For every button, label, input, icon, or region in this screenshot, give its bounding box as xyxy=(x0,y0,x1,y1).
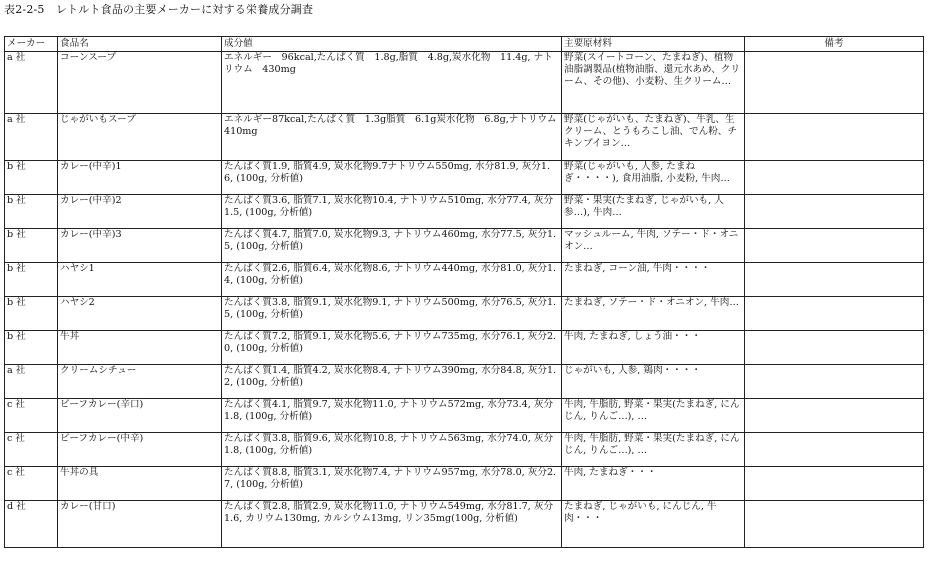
cell-maker: a 社 xyxy=(5,52,58,114)
cell-composition: たんぱく質8.8, 脂質3.1, 炭水化物7.4, ナトリウム957mg, 水分78.0, 灰分2.7, (100g, 分析値) xyxy=(222,467,562,501)
cell-materials: マッシュルーム, 牛肉, ソテー・ド・オニオン… xyxy=(562,229,745,263)
cell-composition: たんぱく質3.6, 脂質7.1, 炭水化物10.4, ナトリウム510mg, 水分77.4, 灰分1.5, (100g, 分析値) xyxy=(222,195,562,229)
cell-maker: b 社 xyxy=(5,161,58,195)
cell-maker: b 社 xyxy=(5,331,58,365)
cell-maker: c 社 xyxy=(5,467,58,501)
header-remarks: 備考 xyxy=(745,37,924,52)
cell-composition: たんぱく質4.1, 脂質9.7, 炭水化物11.0, ナトリウム572mg, 水分73.4, 灰分1.8, (100g, 分析値) xyxy=(222,399,562,433)
cell-food-name: ハヤシ2 xyxy=(58,297,222,331)
header-composition: 成分値 xyxy=(222,37,562,52)
cell-composition: エネルギー 96kcal,たんぱく質 1.8g,脂質 4.8g,炭水化物 11.4g, ナトリウム 430mg xyxy=(222,52,562,114)
cell-remarks xyxy=(745,263,924,297)
cell-remarks xyxy=(745,297,924,331)
cell-maker: b 社 xyxy=(5,263,58,297)
cell-food-name: ハヤシ1 xyxy=(58,263,222,297)
cell-remarks xyxy=(745,195,924,229)
header-materials: 主要原材料 xyxy=(562,37,745,52)
cell-maker: b 社 xyxy=(5,297,58,331)
cell-food-name: クリームシチュー xyxy=(58,365,222,399)
table-row xyxy=(5,114,924,161)
table-row xyxy=(5,433,924,467)
table-row xyxy=(5,365,924,399)
cell-food-name: カレー(中辛)3 xyxy=(58,229,222,263)
cell-food-name: ビーフカレー(中辛) xyxy=(58,433,222,467)
cell-food-name: ビーフカレー(辛口) xyxy=(58,399,222,433)
cell-materials: たまねぎ, コーン油, 牛肉・・・・ xyxy=(562,263,745,297)
cell-composition: たんぱく質2.8, 脂質2.9, 炭水化物11.0, ナトリウム549mg, 水分81.7, 灰分1.6, カリウム130mg, カルシウム13mg, リン35mg(100g, 分析値) xyxy=(222,501,562,548)
nutrition-table xyxy=(4,36,924,548)
cell-materials: 野菜(スイートコーン、たまねぎ)、植物油脂調製品(植物油脂、還元水あめ、クリーム、その他)、小麦粉、生クリーム… xyxy=(562,52,745,114)
table-caption: 表2-2-5 レトルト食品の主要メーカーに対する栄養成分調査 xyxy=(4,3,314,16)
cell-maker: a 社 xyxy=(5,365,58,399)
cell-remarks xyxy=(745,331,924,365)
cell-materials: 野菜(じゃがいも、たまねぎ)、牛乳、生クリーム、とうもろこし油、でん粉、チキンブイヨン… xyxy=(562,114,745,161)
cell-composition: たんぱく質4.7, 脂質7.0, 炭水化物9.3, ナトリウム460mg, 水分77.5, 灰分1.5, (100g, 分析値) xyxy=(222,229,562,263)
cell-remarks xyxy=(745,433,924,467)
table-row xyxy=(5,52,924,114)
cell-food-name: カレー(中辛)2 xyxy=(58,195,222,229)
table-row xyxy=(5,501,924,548)
cell-composition: たんぱく質3.8, 脂質9.1, 炭水化物9.1, ナトリウム500mg, 水分76.5, 灰分1.5, (100g, 分析値) xyxy=(222,297,562,331)
cell-composition: たんぱく質1.9, 脂質4.9, 炭水化物9.7ナトリウム550mg, 水分81.9, 灰分1.6, (100g, 分析値) xyxy=(222,161,562,195)
cell-maker: c 社 xyxy=(5,433,58,467)
cell-maker: d 社 xyxy=(5,501,58,548)
cell-food-name: 牛丼の具 xyxy=(58,467,222,501)
cell-materials: 牛肉, たまねぎ・・・ xyxy=(562,467,745,501)
header-maker: メーカー xyxy=(5,37,58,52)
cell-materials: 牛肉, たまねぎ, しょう油・・・ xyxy=(562,331,745,365)
cell-remarks xyxy=(745,114,924,161)
cell-composition: エネルギー87kcal,たんぱく質 1.3g脂質 6.1g炭水化物 6.8g,ナトリウム 410mg xyxy=(222,114,562,161)
cell-remarks xyxy=(745,161,924,195)
header-row xyxy=(5,37,924,52)
cell-composition: たんぱく質1.4, 脂質4.2, 炭水化物8.4, ナトリウム390mg, 水分84.8, 灰分1.2, (100g, 分析値) xyxy=(222,365,562,399)
cell-composition: たんぱく質2.6, 脂質6.4, 炭水化物8.6, ナトリウム440mg, 水分81.0, 灰分1.4, (100g, 分析値) xyxy=(222,263,562,297)
cell-materials: 牛肉, 牛脂肪, 野菜・果実(たまねぎ, にんじん, りんご…), … xyxy=(562,399,745,433)
table-row xyxy=(5,161,924,195)
table-row xyxy=(5,195,924,229)
cell-maker: a 社 xyxy=(5,114,58,161)
cell-maker: c 社 xyxy=(5,399,58,433)
cell-maker: b 社 xyxy=(5,229,58,263)
table-row xyxy=(5,263,924,297)
cell-food-name: カレー(甘口) xyxy=(58,501,222,548)
cell-remarks xyxy=(745,365,924,399)
cell-remarks xyxy=(745,52,924,114)
header-food-name: 食品名 xyxy=(58,37,222,52)
cell-materials: 野菜・果実(たまねぎ, じゃがいも, 人参…), 牛肉… xyxy=(562,195,745,229)
cell-materials: たまねぎ, じゃがいも, にんじん, 牛肉・・・ xyxy=(562,501,745,548)
table-row xyxy=(5,229,924,263)
table-row xyxy=(5,467,924,501)
cell-composition: たんぱく質3.8, 脂質9.6, 炭水化物10.8, ナトリウム563mg, 水分74.0, 灰分1.8, (100g, 分析値) xyxy=(222,433,562,467)
cell-remarks xyxy=(745,229,924,263)
cell-food-name: コーンスープ xyxy=(58,52,222,114)
cell-maker: b 社 xyxy=(5,195,58,229)
cell-remarks xyxy=(745,399,924,433)
cell-remarks xyxy=(745,467,924,501)
cell-materials: 牛肉, 牛脂肪, 野菜・果実(たまねぎ, にんじん, りんご…), … xyxy=(562,433,745,467)
table-row xyxy=(5,399,924,433)
cell-remarks xyxy=(745,501,924,548)
cell-materials: たまねぎ, ソテー・ド・オニオン, 牛肉… xyxy=(562,297,745,331)
cell-materials: 野菜(じゃがいも, 人参, たまねぎ・・・・), 食用油脂, 小麦粉, 牛肉… xyxy=(562,161,745,195)
table-row xyxy=(5,297,924,331)
cell-food-name: じゃがいもスープ xyxy=(58,114,222,161)
cell-materials: じゃがいも, 人参, 鶏肉・・・・ xyxy=(562,365,745,399)
table-row xyxy=(5,331,924,365)
cell-composition: たんぱく質7.2, 脂質9.1, 炭水化物5.6, ナトリウム735mg, 水分76.1, 灰分2.0, (100g, 分析値) xyxy=(222,331,562,365)
cell-food-name: 牛丼 xyxy=(58,331,222,365)
cell-food-name: カレー(中辛)1 xyxy=(58,161,222,195)
